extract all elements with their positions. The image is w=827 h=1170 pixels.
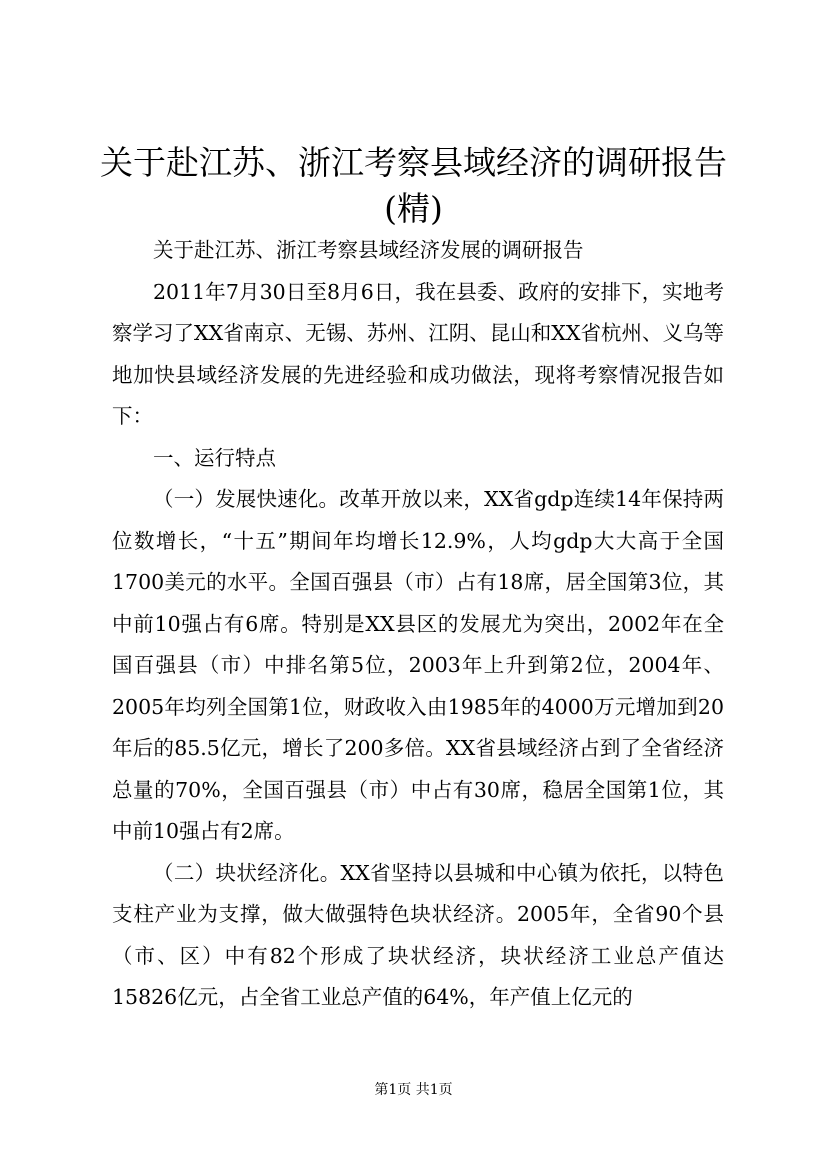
body-paragraph: （二）块状经济化。XX省坚持以县城和中心镇为依托，以特色支柱产业为支撑，做大做强特色块状经济。2005年，全省90个县（市、区）中有82个形成了块状经济，块状经济工业总产值达15826亿元，占全省工业总产值的64%，年产值上亿元的: [112, 860, 724, 1009]
body-paragraph: （一）发展快速化。改革开放以来，XX省gdp连续14年保持两位数增长，“十五”期间年均增长12.9%，人均gdp大大高于全国1700美元的水平。全国百强县（市）占有18席，居全国第3位，其中前10强占有6席。特别是XX县区的发展尤为突出，2002年在全国百强县（市）中排名第5位，2003年上升到第2位，2004年、2005年均列全国第1位，财政收入由1985年的4000万元增加到20年后的85.5亿元，增长了200多倍。XX省县域经济占到了全省经济总量的70%，全国百强县（市）中占有30席，稳居全国第1位，其中前10强占有2席。: [112, 487, 724, 843]
page-footer: 第1页 共1页: [374, 1082, 453, 1098]
subtitle-paragraph: 关于赴江苏、浙江考察县域经济发展的调研报告: [153, 238, 584, 262]
document-body: [112, 230, 724, 1019]
document-title: 关于赴江苏、浙江考察县域经济的调研报告(精): [100, 143, 727, 228]
intro-paragraph: 2011年7月30日至8月6日，我在县委、政府的安排下，实地考察学习了XX省南京、无锡、苏州、江阴、昆山和XX省杭州、义乌等地加快县域经济发展的先进经验和成功做法，现将考察情况报告如下：: [112, 279, 724, 428]
section-heading: 一、运行特点: [153, 445, 276, 470]
